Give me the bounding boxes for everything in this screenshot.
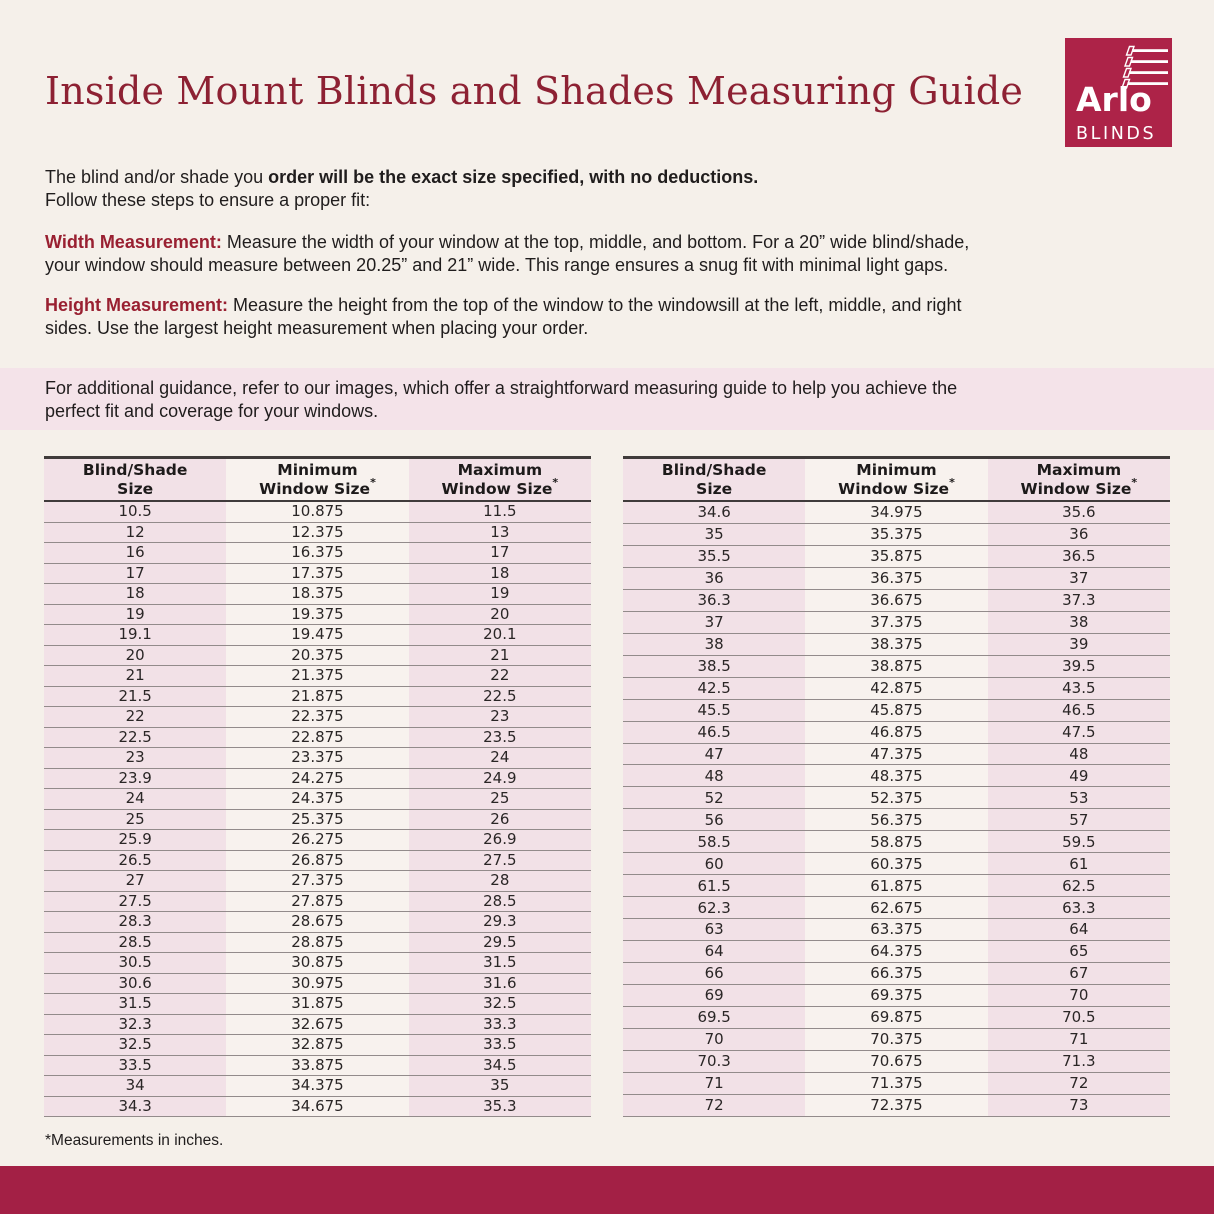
table-cell: 18 xyxy=(409,563,591,584)
width-measurement-text-line1: Measure the width of your window at the top, middle, and bottom. For a 20” wide blind/shade, xyxy=(221,232,970,252)
table-row xyxy=(44,584,591,605)
table-cell: 65 xyxy=(988,941,1170,963)
table-cell: 23.5 xyxy=(409,727,591,748)
table-row xyxy=(623,545,1170,567)
table-row xyxy=(44,1096,591,1117)
table-cell: 21 xyxy=(44,666,226,687)
table-cell: 28.675 xyxy=(226,912,408,933)
table-cell: 73 xyxy=(988,1094,1170,1116)
table-cell: 28.5 xyxy=(409,891,591,912)
arlo-blinds-logo xyxy=(1065,38,1172,147)
table-cell: 52 xyxy=(623,787,805,809)
table-row xyxy=(623,633,1170,655)
size-table-right-header xyxy=(623,458,1170,502)
table-cell: 71 xyxy=(623,1072,805,1094)
footer-bar xyxy=(0,1166,1214,1214)
table-cell: 31.875 xyxy=(226,994,408,1015)
table-row xyxy=(623,1006,1170,1028)
table-row xyxy=(623,941,1170,963)
table-row xyxy=(623,765,1170,787)
table-cell: 47.5 xyxy=(988,721,1170,743)
table-cell: 33.5 xyxy=(44,1055,226,1076)
width-measurement-label: Width Measurement: xyxy=(45,232,222,252)
table-cell: 19 xyxy=(44,604,226,625)
table-cell: 63.3 xyxy=(988,897,1170,919)
table-cell: 20.375 xyxy=(226,645,408,666)
table-cell: 16 xyxy=(44,543,226,564)
table-cell: 22 xyxy=(409,666,591,687)
table-row xyxy=(44,522,591,543)
table-cell: 37 xyxy=(623,611,805,633)
table-cell: 53 xyxy=(988,787,1170,809)
table-row xyxy=(44,707,591,728)
table-cell: 38.875 xyxy=(805,655,987,677)
table-cell: 19.1 xyxy=(44,625,226,646)
table-cell: 32.675 xyxy=(226,1014,408,1035)
table-cell: 69.5 xyxy=(623,1006,805,1028)
table-cell: 12 xyxy=(44,522,226,543)
height-measurement-text-line1: Measure the height from the top of the window to the windowsill at the left, middle, and right xyxy=(228,295,962,315)
table-cell: 23 xyxy=(44,748,226,769)
table-cell: 32.5 xyxy=(44,1035,226,1056)
table-row xyxy=(623,809,1170,831)
table-row xyxy=(623,699,1170,721)
table-row xyxy=(44,604,591,625)
table-row xyxy=(623,611,1170,633)
table-cell: 25.375 xyxy=(226,809,408,830)
table-cell: 36.675 xyxy=(805,589,987,611)
table-cell: 28.3 xyxy=(44,912,226,933)
table-cell: 72 xyxy=(988,1072,1170,1094)
table-cell: 12.375 xyxy=(226,522,408,543)
table-row xyxy=(623,1028,1170,1050)
table-cell: 45.875 xyxy=(805,699,987,721)
table-cell: 22.5 xyxy=(44,727,226,748)
table-row xyxy=(623,831,1170,853)
table-row xyxy=(623,984,1170,1006)
banner-text-line1: For additional guidance, refer to our images, which offer a straightforward measuring guide to help you achieve the xyxy=(45,378,958,398)
size-table-left xyxy=(44,456,591,1117)
table-cell: 62.5 xyxy=(988,875,1170,897)
table-cell: 61.875 xyxy=(805,875,987,897)
col-header-minimum-window-size: Minimum Window Size* xyxy=(805,458,987,502)
size-table-right xyxy=(623,456,1170,1117)
table-cell: 62.675 xyxy=(805,897,987,919)
table-cell: 23.9 xyxy=(44,768,226,789)
table-row xyxy=(44,686,591,707)
table-cell: 34.975 xyxy=(805,501,987,523)
footnote-asterisk: * xyxy=(370,476,376,490)
height-measurement-text-line2: sides. Use the largest height measurement when placing your order. xyxy=(45,317,589,338)
table-row xyxy=(623,721,1170,743)
table-cell: 26.875 xyxy=(226,850,408,871)
table-cell: 61 xyxy=(988,853,1170,875)
table-cell: 30.6 xyxy=(44,973,226,994)
table-cell: 34.375 xyxy=(226,1076,408,1097)
table-cell: 37 xyxy=(988,567,1170,589)
table-row xyxy=(44,789,591,810)
table-row xyxy=(44,850,591,871)
table-cell: 34.6 xyxy=(623,501,805,523)
table-cell: 21.375 xyxy=(226,666,408,687)
table-cell: 29.3 xyxy=(409,912,591,933)
table-cell: 35.5 xyxy=(623,545,805,567)
table-cell: 35.6 xyxy=(988,501,1170,523)
intro-text: The blind and/or shade you xyxy=(45,167,269,187)
table-cell: 39 xyxy=(988,633,1170,655)
table-cell: 26.275 xyxy=(226,830,408,851)
table-cell: 21.5 xyxy=(44,686,226,707)
col-header-maximum-window-size: Maximum Window Size* xyxy=(988,458,1170,502)
col-header-blind-shade-size: Blind/Shade Size xyxy=(623,458,805,502)
table-cell: 70.3 xyxy=(623,1050,805,1072)
table-cell: 22 xyxy=(44,707,226,728)
table-row xyxy=(623,1050,1170,1072)
guidance-banner xyxy=(0,368,1214,430)
table-cell: 56 xyxy=(623,809,805,831)
table-cell: 22.875 xyxy=(226,727,408,748)
table-cell: 20.1 xyxy=(409,625,591,646)
table-row xyxy=(623,567,1170,589)
table-cell: 19 xyxy=(409,584,591,605)
table-cell: 26 xyxy=(409,809,591,830)
footnote-asterisk: * xyxy=(949,476,955,490)
table-cell: 34.5 xyxy=(409,1055,591,1076)
table-row xyxy=(44,666,591,687)
table-cell: 70.375 xyxy=(805,1028,987,1050)
table-cell: 70.675 xyxy=(805,1050,987,1072)
table-cell: 26.9 xyxy=(409,830,591,851)
table-cell: 66 xyxy=(623,963,805,985)
table-cell: 17 xyxy=(44,563,226,584)
table-cell: 46.5 xyxy=(623,721,805,743)
banner-text-line2: perfect fit and coverage for your windows. xyxy=(45,400,379,421)
table-cell: 27.5 xyxy=(409,850,591,871)
table-cell: 33.5 xyxy=(409,1035,591,1056)
table-cell: 34 xyxy=(44,1076,226,1097)
col-header-minimum-window-size: Minimum Window Size* xyxy=(226,458,408,502)
table-cell: 49 xyxy=(988,765,1170,787)
table-cell: 47.375 xyxy=(805,743,987,765)
table-cell: 35.375 xyxy=(805,523,987,545)
table-cell: 28 xyxy=(409,871,591,892)
table-cell: 38 xyxy=(623,633,805,655)
width-measurement-paragraph xyxy=(45,231,969,276)
table-cell: 69.375 xyxy=(805,984,987,1006)
table-cell: 10.5 xyxy=(44,501,226,522)
table-cell: 46.875 xyxy=(805,721,987,743)
table-row xyxy=(623,743,1170,765)
table-cell: 69.875 xyxy=(805,1006,987,1028)
table-cell: 31.6 xyxy=(409,973,591,994)
table-cell: 63.375 xyxy=(805,919,987,941)
table-row xyxy=(623,589,1170,611)
table-cell: 33.875 xyxy=(226,1055,408,1076)
table-cell: 31.5 xyxy=(44,994,226,1015)
table-cell: 21 xyxy=(409,645,591,666)
table-row xyxy=(44,625,591,646)
table-row xyxy=(44,871,591,892)
table-cell: 64 xyxy=(623,941,805,963)
table-row xyxy=(623,853,1170,875)
table-cell: 48 xyxy=(623,765,805,787)
table-cell: 18 xyxy=(44,584,226,605)
table-row xyxy=(44,994,591,1015)
table-row xyxy=(44,973,591,994)
table-row xyxy=(623,897,1170,919)
table-cell: 31.5 xyxy=(409,953,591,974)
measurements-footnote: *Measurements in inches. xyxy=(45,1132,224,1149)
header-row xyxy=(623,458,1170,502)
table-row xyxy=(44,748,591,769)
table-cell: 18.375 xyxy=(226,584,408,605)
table-row xyxy=(44,953,591,974)
table-row xyxy=(623,875,1170,897)
table-row xyxy=(623,1072,1170,1094)
table-cell: 38.375 xyxy=(805,633,987,655)
table-row xyxy=(623,501,1170,523)
table-cell: 32.5 xyxy=(409,994,591,1015)
table-cell: 46.5 xyxy=(988,699,1170,721)
height-measurement-paragraph xyxy=(45,294,961,339)
table-cell: 39.5 xyxy=(988,655,1170,677)
table-cell: 32.3 xyxy=(44,1014,226,1035)
table-cell: 35.875 xyxy=(805,545,987,567)
table-cell: 22.375 xyxy=(226,707,408,728)
table-cell: 19.475 xyxy=(226,625,408,646)
table-row xyxy=(623,1094,1170,1116)
table-cell: 35 xyxy=(409,1076,591,1097)
table-row xyxy=(623,963,1170,985)
table-row xyxy=(44,912,591,933)
size-tables-section xyxy=(44,456,1170,1117)
table-cell: 27.875 xyxy=(226,891,408,912)
intro-line2: Follow these steps to ensure a proper fit: xyxy=(45,189,371,210)
table-cell: 58.875 xyxy=(805,831,987,853)
table-row xyxy=(44,1076,591,1097)
table-cell: 20 xyxy=(44,645,226,666)
size-table-left-body xyxy=(44,501,591,1117)
table-cell: 23.375 xyxy=(226,748,408,769)
table-cell: 64 xyxy=(988,919,1170,941)
table-cell: 36 xyxy=(623,567,805,589)
size-table-right-body xyxy=(623,501,1170,1117)
table-row xyxy=(44,932,591,953)
table-cell: 17 xyxy=(409,543,591,564)
table-cell: 36.3 xyxy=(623,589,805,611)
height-measurement-label: Height Measurement: xyxy=(45,295,229,315)
intro-bold-text: order will be the exact size specified, with no deductions. xyxy=(268,167,759,187)
table-row xyxy=(44,768,591,789)
logo-brand-subtitle: BLINDS xyxy=(1076,124,1157,144)
table-row xyxy=(623,787,1170,809)
table-cell: 34.3 xyxy=(44,1096,226,1117)
table-row xyxy=(44,563,591,584)
table-cell: 28.875 xyxy=(226,932,408,953)
table-row xyxy=(44,1035,591,1056)
table-cell: 43.5 xyxy=(988,677,1170,699)
table-cell: 30.975 xyxy=(226,973,408,994)
col-header-blind-shade-size: Blind/Shade Size xyxy=(44,458,226,502)
table-row xyxy=(623,655,1170,677)
header-row xyxy=(44,458,591,502)
col-header-maximum-window-size: Maximum Window Size* xyxy=(409,458,591,502)
table-cell: 25 xyxy=(44,809,226,830)
table-cell: 56.375 xyxy=(805,809,987,831)
table-cell: 72.375 xyxy=(805,1094,987,1116)
table-cell: 34.675 xyxy=(226,1096,408,1117)
table-cell: 66.375 xyxy=(805,963,987,985)
logo-brand-name: Arlo xyxy=(1076,80,1152,119)
table-cell: 13 xyxy=(409,522,591,543)
table-cell: 48 xyxy=(988,743,1170,765)
table-row xyxy=(44,543,591,564)
table-cell: 64.375 xyxy=(805,941,987,963)
table-cell: 42.875 xyxy=(805,677,987,699)
table-cell: 35.3 xyxy=(409,1096,591,1117)
table-cell: 71 xyxy=(988,1028,1170,1050)
table-cell: 71.375 xyxy=(805,1072,987,1094)
table-cell: 37.375 xyxy=(805,611,987,633)
table-cell: 19.375 xyxy=(226,604,408,625)
table-cell: 70 xyxy=(623,1028,805,1050)
table-row xyxy=(623,523,1170,545)
footnote-asterisk: * xyxy=(552,476,559,490)
table-cell: 22.5 xyxy=(409,686,591,707)
table-cell: 36 xyxy=(988,523,1170,545)
table-row xyxy=(44,727,591,748)
table-row xyxy=(44,809,591,830)
table-cell: 60.375 xyxy=(805,853,987,875)
table-cell: 23 xyxy=(409,707,591,728)
table-row xyxy=(44,830,591,851)
table-cell: 10.875 xyxy=(226,501,408,522)
table-cell: 38.5 xyxy=(623,655,805,677)
table-row xyxy=(623,919,1170,941)
table-cell: 69 xyxy=(623,984,805,1006)
table-cell: 29.5 xyxy=(409,932,591,953)
table-row xyxy=(44,501,591,522)
width-measurement-text-line2: your window should measure between 20.25” and 21” wide. This range ensures a snug fit with minimal light gaps. xyxy=(45,254,949,275)
table-cell: 20 xyxy=(409,604,591,625)
table-cell: 70.5 xyxy=(988,1006,1170,1028)
table-row xyxy=(44,1014,591,1035)
table-cell: 48.375 xyxy=(805,765,987,787)
table-cell: 71.3 xyxy=(988,1050,1170,1072)
table-cell: 37.3 xyxy=(988,589,1170,611)
table-cell: 27 xyxy=(44,871,226,892)
intro-paragraph xyxy=(45,166,758,211)
table-cell: 35 xyxy=(623,523,805,545)
page-title: Inside Mount Blinds and Shades Measuring Guide xyxy=(45,69,1024,113)
table-cell: 57 xyxy=(988,809,1170,831)
table-cell: 33.3 xyxy=(409,1014,591,1035)
table-cell: 47 xyxy=(623,743,805,765)
table-cell: 63 xyxy=(623,919,805,941)
table-cell: 52.375 xyxy=(805,787,987,809)
table-cell: 45.5 xyxy=(623,699,805,721)
table-cell: 27.375 xyxy=(226,871,408,892)
size-table-left-header xyxy=(44,458,591,502)
table-cell: 70 xyxy=(988,984,1170,1006)
table-cell: 58.5 xyxy=(623,831,805,853)
table-cell: 25.9 xyxy=(44,830,226,851)
table-cell: 30.875 xyxy=(226,953,408,974)
table-cell: 27.5 xyxy=(44,891,226,912)
table-cell: 67 xyxy=(988,963,1170,985)
table-cell: 24.9 xyxy=(409,768,591,789)
table-cell: 32.875 xyxy=(226,1035,408,1056)
table-row xyxy=(623,677,1170,699)
table-cell: 62.3 xyxy=(623,897,805,919)
table-row xyxy=(44,645,591,666)
table-cell: 25 xyxy=(409,789,591,810)
table-cell: 26.5 xyxy=(44,850,226,871)
table-cell: 11.5 xyxy=(409,501,591,522)
table-cell: 38 xyxy=(988,611,1170,633)
table-cell: 17.375 xyxy=(226,563,408,584)
table-row xyxy=(44,891,591,912)
table-cell: 42.5 xyxy=(623,677,805,699)
table-cell: 36.5 xyxy=(988,545,1170,567)
table-cell: 30.5 xyxy=(44,953,226,974)
table-cell: 72 xyxy=(623,1094,805,1116)
table-cell: 61.5 xyxy=(623,875,805,897)
table-cell: 24 xyxy=(409,748,591,769)
table-cell: 59.5 xyxy=(988,831,1170,853)
table-row xyxy=(44,1055,591,1076)
table-cell: 36.375 xyxy=(805,567,987,589)
table-cell: 24.275 xyxy=(226,768,408,789)
table-cell: 16.375 xyxy=(226,543,408,564)
table-cell: 28.5 xyxy=(44,932,226,953)
table-cell: 60 xyxy=(623,853,805,875)
table-cell: 24.375 xyxy=(226,789,408,810)
table-cell: 21.875 xyxy=(226,686,408,707)
table-cell: 24 xyxy=(44,789,226,810)
footnote-asterisk: * xyxy=(1131,476,1138,490)
